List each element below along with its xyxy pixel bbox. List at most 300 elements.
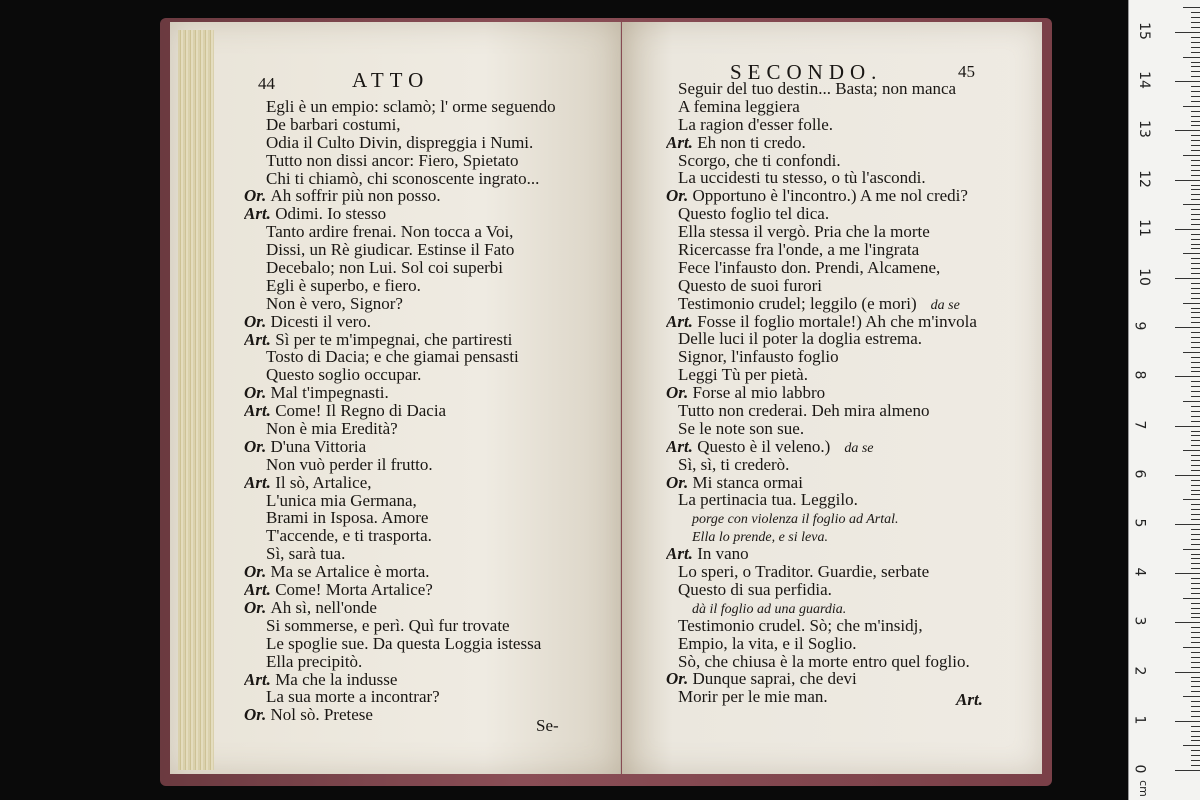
ruler-number: 3: [1131, 616, 1148, 626]
text-line: [666, 259, 977, 277]
verse-text: Dunque saprai, che devi: [692, 669, 857, 689]
verse-text: Le spoglie sue. Da questa Loggia istessa: [266, 633, 542, 653]
ruler-tick: [1175, 622, 1200, 623]
verse-text: Sì, sarà tua.: [266, 544, 346, 564]
ruler-tick: [1191, 455, 1200, 456]
ruler-tick: [1191, 578, 1200, 579]
ruler-tick: [1191, 66, 1200, 67]
text-line: [244, 259, 556, 277]
ruler-number: 14: [1135, 71, 1152, 90]
ruler-unit-label: cm: [1136, 780, 1150, 797]
ruler-tick: [1191, 219, 1200, 220]
ruler-tick: [1191, 534, 1200, 535]
ruler-tick: [1175, 278, 1200, 279]
ruler-tick: [1183, 598, 1200, 599]
text-line: [666, 491, 977, 509]
text-line: [666, 509, 977, 527]
ruler-tick: [1191, 317, 1200, 318]
ruler-tick: [1191, 322, 1200, 323]
verse-text: Non è mia Eredità?: [266, 419, 398, 439]
text-line: [244, 152, 556, 170]
ruler-tick: [1191, 199, 1200, 200]
ruler-tick: [1191, 563, 1200, 564]
ruler-tick: [1175, 573, 1200, 574]
text-line: [666, 527, 977, 545]
stage-direction: Ella lo prende, e si leva.: [692, 530, 828, 546]
ruler-tick: [1191, 391, 1200, 392]
ruler-tick: [1191, 337, 1200, 338]
ruler-tick: [1191, 52, 1200, 53]
speaker-label: Or.: [244, 383, 271, 403]
text-line: [666, 223, 977, 241]
text-line: [244, 545, 556, 563]
speaker-label: Or.: [244, 436, 271, 456]
verse-text: Empio, la vita, e il Soglio.: [678, 633, 857, 653]
ruler-tick: [1191, 539, 1200, 540]
verse-text: Signor, l'infausto foglio: [678, 347, 839, 367]
verse-text: Decebalo; non Lui. Sol coi superbi: [266, 258, 504, 278]
ruler-tick: [1191, 96, 1200, 97]
ruler-tick: [1191, 603, 1200, 604]
ruler-tick: [1191, 608, 1200, 609]
ruler-tick: [1191, 470, 1200, 471]
ruler-tick: [1191, 189, 1200, 190]
verse-text: Lo speri, o Traditor. Guardie, serbate: [678, 562, 930, 582]
ruler-tick: [1191, 617, 1200, 618]
ruler-tick: [1191, 711, 1200, 712]
speaker-label: Or.: [666, 186, 693, 206]
verse-text: La uccidesti tu stesso, o tù l'ascondi.: [678, 168, 926, 188]
text-line: [666, 420, 977, 438]
ruler-tick: [1191, 135, 1200, 136]
verse-text: Questo foglio tel dica.: [678, 204, 830, 224]
right-page-text: [666, 80, 977, 706]
ruler-tick: [1191, 347, 1200, 348]
text-line: [244, 671, 556, 689]
ruler-tick: [1191, 485, 1200, 486]
ruler-tick: [1191, 406, 1200, 407]
verse-text: Sì, sì, ti crederò.: [678, 454, 790, 474]
text-line: [244, 134, 556, 152]
text-line: [244, 509, 556, 527]
text-line: [244, 438, 556, 456]
ruler-number: 11: [1135, 218, 1152, 237]
ruler-tick: [1175, 672, 1200, 673]
verse-text: Tosto di Dacia; e che giamai pensasti: [266, 347, 519, 367]
text-line: [666, 599, 977, 617]
ruler-tick: [1191, 101, 1200, 102]
verse-text: Leggi Tù per pietà.: [678, 365, 808, 385]
verse-text: Testimonio crudel. Sò; che m'insidj,: [678, 615, 923, 635]
text-line: [244, 331, 556, 349]
text-line: [666, 402, 977, 420]
ruler-tick: [1191, 701, 1200, 702]
ruler-number: 4: [1131, 567, 1148, 577]
ruler-tick: [1191, 460, 1200, 461]
ruler-tick: [1191, 298, 1200, 299]
text-line: [244, 599, 556, 617]
ruler-tick: [1183, 499, 1200, 500]
ruler-tick: [1175, 426, 1200, 427]
ruler-number: 6: [1131, 469, 1148, 479]
text-line: [666, 80, 977, 98]
ruler-tick: [1191, 273, 1200, 274]
ruler-tick: [1191, 165, 1200, 166]
ruler-tick: [1183, 155, 1200, 156]
ruler-tick: [1191, 116, 1200, 117]
ruler-tick: [1191, 175, 1200, 176]
ruler-tick: [1191, 760, 1200, 761]
speaker-label: Or.: [244, 597, 271, 617]
speaker-label: Art.: [666, 311, 698, 331]
ruler-tick: [1175, 376, 1200, 377]
ruler-tick: [1191, 234, 1200, 235]
ruler-tick: [1191, 716, 1200, 717]
ruler-tick: [1191, 445, 1200, 446]
right-running-head: SECONDO.: [730, 60, 883, 84]
ruler-number: 0: [1131, 764, 1148, 774]
ruler-tick: [1183, 57, 1200, 58]
left-running-head: ATTO: [352, 68, 430, 92]
ruler-tick: [1183, 401, 1200, 402]
text-line: [244, 116, 556, 134]
ruler-tick: [1191, 667, 1200, 668]
ruler-tick: [1191, 514, 1200, 515]
ruler-number: 13: [1135, 120, 1152, 139]
ruler-tick: [1191, 160, 1200, 161]
verse-text: Chi ti chiamò, chi sconoscente ingrato...: [266, 168, 540, 188]
stage-direction: dà il foglio ad una guardia.: [692, 601, 847, 617]
ruler-tick: [1191, 416, 1200, 417]
verse-text: Ella precipitò.: [266, 651, 363, 671]
ruler-tick: [1191, 613, 1200, 614]
speaker-label: Art.: [244, 204, 276, 224]
ruler-tick: [1191, 662, 1200, 663]
ruler-tick: [1175, 81, 1200, 82]
ruler-tick: [1191, 224, 1200, 225]
ruler-tick: [1191, 642, 1200, 643]
text-line: [244, 313, 556, 331]
text-line: [666, 653, 977, 671]
ruler-tick: [1191, 386, 1200, 387]
text-line: [244, 384, 556, 402]
ruler-tick: [1191, 554, 1200, 555]
text-line: [666, 277, 977, 295]
verse-text: Egli è superbo, e fiero.: [266, 275, 421, 295]
text-line: [666, 635, 977, 653]
ruler-tick: [1191, 150, 1200, 151]
ruler-tick: [1191, 283, 1200, 284]
ruler-tick: [1175, 229, 1200, 230]
ruler-tick: [1191, 140, 1200, 141]
ruler-tick: [1191, 544, 1200, 545]
verse-text: Odia il Culto Divin, dispreggia i Numi.: [266, 132, 534, 152]
verse-text: Mi stanca ormai: [692, 472, 803, 492]
ruler-tick: [1191, 332, 1200, 333]
speaker-label: Or.: [244, 311, 271, 331]
ruler-tick: [1191, 396, 1200, 397]
ruler-tick: [1191, 568, 1200, 569]
ruler-tick: [1191, 421, 1200, 422]
ruler-tick: [1191, 37, 1200, 38]
text-line: [666, 241, 977, 259]
text-line: [244, 688, 556, 706]
verse-text: Come! Morta Artalice?: [275, 580, 433, 600]
verse-text: Sò, che chiusa è la morte entro quel foglio.: [678, 651, 970, 671]
ruler-tick: [1175, 721, 1200, 722]
ruler-tick: [1183, 745, 1200, 746]
ruler-tick: [1191, 726, 1200, 727]
text-line: [666, 205, 977, 223]
text-line: [244, 187, 556, 205]
ruler-tick: [1191, 686, 1200, 687]
left-catchword: Se-: [536, 716, 559, 735]
verse-text: Ma se Artalice è morta.: [270, 562, 430, 582]
verse-text: A femina leggiera: [678, 96, 800, 116]
text-line: [244, 402, 556, 420]
ruler-tick: [1191, 239, 1200, 240]
ruler-tick: [1191, 244, 1200, 245]
ruler-tick: [1191, 509, 1200, 510]
text-line: [244, 706, 556, 724]
ruler-tick: [1191, 504, 1200, 505]
verse-text: Ma che la indusse: [275, 669, 398, 689]
text-line: [666, 98, 977, 116]
text-line: [666, 563, 977, 581]
ruler-tick: [1183, 303, 1200, 304]
text-line: [666, 295, 977, 313]
text-line: [666, 187, 977, 205]
ruler-tick: [1191, 657, 1200, 658]
text-line: [244, 474, 556, 492]
ruler-number: 8: [1131, 370, 1148, 380]
left-page-number: 44: [258, 74, 275, 93]
ruler-tick: [1191, 62, 1200, 63]
ruler-tick: [1191, 740, 1200, 741]
ruler-tick: [1191, 86, 1200, 87]
text-line: [666, 438, 977, 456]
verse-text: L'unica mia Germana,: [266, 490, 417, 510]
text-line: [666, 456, 977, 474]
text-line: [244, 456, 556, 474]
ruler-tick: [1175, 32, 1200, 33]
ruler-tick: [1191, 342, 1200, 343]
ruler-tick: [1191, 27, 1200, 28]
text-line: [666, 384, 977, 402]
ruler-tick: [1191, 627, 1200, 628]
ruler-tick: [1191, 480, 1200, 481]
ruler-tick: [1191, 121, 1200, 122]
aside-direction: da se: [844, 440, 874, 456]
verse-text: La ragion d'esser folle.: [678, 114, 834, 134]
text-line: [244, 420, 556, 438]
verse-text: Nol sò. Pretese: [270, 705, 373, 725]
speaker-label: Art.: [244, 329, 276, 349]
ruler-tick: [1191, 367, 1200, 368]
verse-text: Ah sì, nell'onde: [270, 597, 377, 617]
text-line: [244, 581, 556, 599]
verse-text: Questo de suoi furori: [678, 275, 823, 295]
verse-text: Egli è un empio: sclamò; l' orme seguendo: [266, 98, 556, 116]
ruler-tick: [1191, 652, 1200, 653]
text-line: [666, 688, 977, 706]
verse-text: Seguir del tuo destin... Basta; non manca: [678, 80, 957, 98]
ruler-tick: [1191, 632, 1200, 633]
verse-text: Scorgo, che ti confondi.: [678, 150, 841, 170]
ruler-tick: [1191, 593, 1200, 594]
verse-text: Delle luci il poter la doglia estrema.: [678, 329, 923, 349]
verse-text: Questo è il veleno.): [697, 436, 831, 456]
ruler-tick: [1191, 431, 1200, 432]
text-line: [666, 313, 977, 331]
speaker-label: Art.: [666, 544, 698, 564]
speaker-label: Art.: [244, 669, 276, 689]
speaker-label: Art.: [244, 472, 276, 492]
verse-text: Morir per le mie man.: [678, 687, 828, 707]
ruler-tick: [1191, 558, 1200, 559]
ruler-tick: [1183, 549, 1200, 550]
ruler-tick: [1191, 209, 1200, 210]
text-line: [666, 545, 977, 563]
ruler-tick: [1183, 7, 1200, 8]
verse-text: D'una Vittoria: [270, 436, 367, 456]
text-line: [244, 205, 556, 223]
ruler-tick: [1191, 362, 1200, 363]
ruler-tick: [1191, 529, 1200, 530]
verse-text: T'accende, e ti trasporta.: [266, 526, 432, 546]
ruler-tick: [1191, 490, 1200, 491]
ruler-tick: [1191, 411, 1200, 412]
verse-text: Il sò, Artalice,: [275, 472, 372, 492]
text-line: [244, 492, 556, 510]
ruler-tick: [1191, 440, 1200, 441]
ruler-tick: [1191, 111, 1200, 112]
right-page-number: 45: [958, 62, 975, 81]
ruler-tick: [1191, 308, 1200, 309]
ruler-tick: [1191, 145, 1200, 146]
ruler-tick: [1191, 263, 1200, 264]
page-edges: [178, 30, 214, 770]
ruler-tick: [1191, 465, 1200, 466]
text-line: [244, 223, 556, 241]
text-line: [244, 241, 556, 259]
ruler-number: 9: [1131, 321, 1148, 331]
ruler-tick: [1175, 180, 1200, 181]
verse-text: Fece l'infausto don. Prendi, Alcamene,: [678, 257, 941, 277]
ruler-number: 2: [1131, 666, 1148, 676]
ruler-tick: [1183, 450, 1200, 451]
ruler-tick: [1191, 371, 1200, 372]
ruler-number: 7: [1131, 420, 1148, 430]
verse-text: La sua morte a incontrar?: [266, 687, 440, 707]
ruler-tick: [1191, 706, 1200, 707]
verse-text: In vano: [697, 544, 749, 564]
ruler-tick: [1191, 312, 1200, 313]
verse-text: Se le note son sue.: [678, 418, 805, 438]
text-line: [666, 330, 977, 348]
text-line: [244, 366, 556, 384]
ruler-tick: [1183, 647, 1200, 648]
ruler-number: 1: [1131, 715, 1148, 725]
ruler-number: 15: [1135, 22, 1152, 40]
ruler-tick: [1191, 381, 1200, 382]
text-line: [244, 295, 556, 313]
verse-text: Mal t'impegnasti.: [270, 383, 389, 403]
speaker-label: Or.: [666, 472, 693, 492]
text-line: [666, 116, 977, 134]
text-line: [244, 98, 556, 116]
verse-text: Fosse il foglio mortale!) Ah che m'involа: [697, 311, 977, 331]
ruler-tick: [1191, 435, 1200, 436]
verse-text: Come! Il Regno di Dacia: [275, 401, 447, 421]
ruler-tick: [1191, 357, 1200, 358]
text-line: [666, 474, 977, 492]
ruler-tick: [1191, 22, 1200, 23]
text-line: [244, 277, 556, 295]
ruler-tick: [1191, 519, 1200, 520]
verse-text: Dicesti il vero.: [270, 311, 372, 331]
ruler-tick: [1191, 731, 1200, 732]
verse-text: Testimonio crudel; leggilo (e mori): [678, 293, 917, 313]
text-line: [666, 581, 977, 599]
verse-text: Questo soglio occupar.: [266, 365, 422, 385]
ruler-tick: [1191, 125, 1200, 126]
ruler-number: 5: [1131, 518, 1148, 528]
ruler-tick: [1191, 214, 1200, 215]
speaker-label: Art.: [666, 436, 698, 456]
verse-text: Forse al mio labbro: [692, 383, 826, 403]
ruler-tick: [1183, 352, 1200, 353]
ruler-tick: [1191, 736, 1200, 737]
text-line: [244, 563, 556, 581]
ruler-tick: [1191, 71, 1200, 72]
ruler-tick: [1175, 475, 1200, 476]
left-page-text: [244, 98, 556, 724]
speaker-label: Art.: [244, 580, 276, 600]
text-line: [244, 617, 556, 635]
verse-text: Tanto ardire frenai. Non tocca a Voi,: [266, 222, 514, 242]
text-line: [666, 348, 977, 366]
ruler-tick: [1175, 524, 1200, 525]
ruler-tick: [1191, 637, 1200, 638]
speaker-label: Or.: [666, 383, 693, 403]
text-line: [244, 635, 556, 653]
verse-text: Questo di sua perfidia.: [678, 579, 832, 599]
stage-direction: porge con violenza il foglio ad Artal.: [692, 512, 899, 528]
right-catchword: Art.: [956, 690, 983, 709]
ruler-tick: [1191, 12, 1200, 13]
ruler-tick: [1191, 17, 1200, 18]
ruler-tick: [1183, 106, 1200, 107]
ruler-number: 12: [1135, 169, 1152, 188]
verse-text: Non vuò perder il frutto.: [266, 454, 433, 474]
speaker-label: Or.: [244, 562, 271, 582]
ruler-tick: [1191, 76, 1200, 77]
verse-text: Dissi, un Rè giudicar. Estinse il Fato: [266, 240, 515, 260]
ruler-tick: [1191, 268, 1200, 269]
speaker-label: Or.: [244, 705, 271, 725]
ruler-tick: [1191, 677, 1200, 678]
ruler-tick: [1175, 327, 1200, 328]
verse-text: Si sommerse, e perì. Quì fur trovate: [266, 615, 510, 635]
ruler-tick: [1191, 765, 1200, 766]
ruler-tick: [1191, 583, 1200, 584]
verse-text: Opportuno è l'incontro.) A me nol credi?: [692, 186, 968, 206]
verse-text: Eh non ti credo.: [697, 132, 806, 152]
speaker-label: Art.: [244, 401, 276, 421]
ruler-tick: [1191, 91, 1200, 92]
ruler-tick: [1191, 170, 1200, 171]
